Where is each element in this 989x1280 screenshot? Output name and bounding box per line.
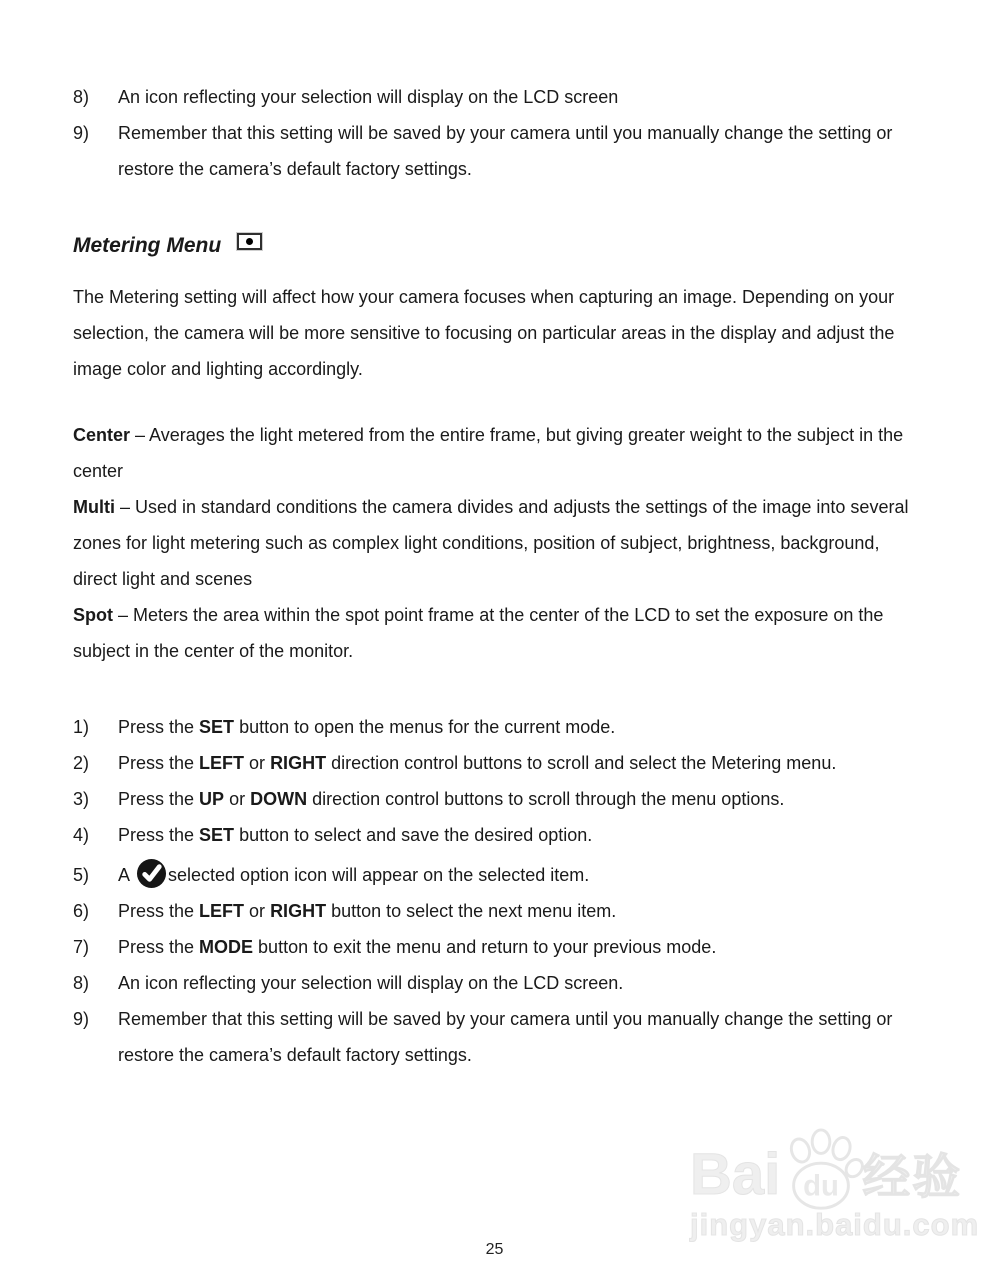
list-item-text bbox=[118, 745, 911, 781]
button-keyword: LEFT bbox=[199, 753, 245, 773]
list-item-text bbox=[118, 893, 911, 929]
text-run: button to select the next menu item. bbox=[326, 901, 617, 921]
text-run: Press the bbox=[118, 789, 200, 809]
list-item-number: 8) bbox=[73, 973, 90, 993]
list-item bbox=[73, 857, 911, 893]
text-run: An icon reflecting your selection will display on the LCD screen bbox=[118, 87, 619, 107]
definition-text: – Used in standard conditions the camera divides and adjusts the settings of the image into several zones for light metering such as complex light conditions, position of subject, brightness, background, direct light and scenes bbox=[73, 497, 909, 589]
list-item bbox=[73, 745, 911, 781]
text-run: or bbox=[244, 753, 271, 773]
list-item bbox=[73, 965, 911, 1001]
list-item-number: 3) bbox=[73, 789, 90, 809]
text-run: button to select and save the desired option. bbox=[234, 825, 593, 845]
button-keyword: SET bbox=[199, 825, 235, 845]
text-run: Press the bbox=[118, 825, 200, 845]
text-run: A bbox=[118, 865, 135, 885]
list-item-number: 4) bbox=[73, 825, 90, 845]
text-run: Press the bbox=[118, 753, 200, 773]
text-run: Remember that this setting will be saved by your camera until you manually change the setting or restore the camera’s default factory settings. bbox=[118, 1009, 893, 1065]
baidu-jingyan-watermark bbox=[690, 1128, 980, 1242]
metering-icon bbox=[237, 233, 262, 250]
button-keyword: DOWN bbox=[250, 789, 308, 809]
list-item-text bbox=[118, 857, 911, 893]
text-run: Press the bbox=[118, 937, 200, 957]
watermark-baidu-text: Bai bbox=[690, 1142, 781, 1207]
list-item-text bbox=[118, 965, 911, 1001]
list-item bbox=[73, 929, 911, 965]
watermark-du-text: du bbox=[803, 1169, 840, 1203]
metering-definitions bbox=[73, 417, 911, 669]
list-item bbox=[73, 781, 911, 817]
list-item-text bbox=[118, 781, 911, 817]
list-item bbox=[73, 1001, 911, 1073]
text-run: Press the bbox=[118, 717, 200, 737]
button-keyword: RIGHT bbox=[270, 901, 327, 921]
list-item bbox=[73, 115, 911, 187]
button-keyword: MODE bbox=[199, 937, 254, 957]
baidu-paw-icon bbox=[777, 1128, 865, 1216]
text-run: selected option icon will appear on the selected item. bbox=[168, 865, 590, 885]
section-heading-row bbox=[73, 231, 911, 261]
text-run: button to open the menus for the current mode. bbox=[234, 717, 616, 737]
definition-multi bbox=[73, 489, 911, 597]
watermark-url-text: jingyan.baidu.com bbox=[690, 1207, 980, 1242]
text-run: direction control buttons to scroll through the menu options. bbox=[307, 789, 785, 809]
list-item-text bbox=[118, 929, 911, 965]
definition-term: Multi bbox=[73, 497, 115, 517]
button-keyword: RIGHT bbox=[270, 753, 327, 773]
list-item bbox=[73, 79, 911, 115]
list-item-number: 6) bbox=[73, 901, 90, 921]
definition-term: Center bbox=[73, 425, 131, 445]
text-run: direction control buttons to scroll and select the Metering menu. bbox=[326, 753, 837, 773]
section-intro-paragraph: The Metering setting will affect how your camera focuses when capturing an image. Depending on your selection, the camera will be more sensitive to focusing on particular areas in the display and adjust the image color and lighting accordingly. bbox=[73, 287, 895, 379]
watermark-brand-row bbox=[690, 1128, 980, 1207]
watermark-jingyan-cn-text: 经验 bbox=[862, 1151, 963, 1204]
definition-text: – Meters the area within the spot point frame at the center of the LCD to set the exposure on the subject in the center of the monitor. bbox=[73, 605, 884, 661]
page-number: 25 bbox=[485, 1241, 504, 1258]
button-keyword: UP bbox=[199, 789, 225, 809]
list-item-number: 1) bbox=[73, 717, 90, 737]
text-run: Press the bbox=[118, 901, 200, 921]
button-keyword: SET bbox=[199, 717, 235, 737]
list-item-text bbox=[118, 709, 911, 745]
list-item-number: 8) bbox=[73, 87, 90, 107]
definition-spot bbox=[73, 597, 911, 669]
list-item-number: 5) bbox=[73, 865, 90, 885]
list-item-text bbox=[118, 115, 911, 187]
list-item-number: 2) bbox=[73, 753, 90, 773]
list-item-number: 9) bbox=[73, 123, 90, 143]
text-run: Remember that this setting will be saved by your camera until you manually change the setting or restore the camera’s default factory settings. bbox=[118, 123, 893, 179]
definition-center bbox=[73, 417, 911, 489]
definition-text: – Averages the light metered from the entire frame, but giving greater weight to the subject in the center bbox=[73, 425, 904, 481]
list-item bbox=[73, 709, 911, 745]
previous-section-list bbox=[73, 0, 911, 187]
check-icon bbox=[136, 858, 167, 889]
definition-term: Spot bbox=[73, 605, 113, 625]
list-item-text bbox=[118, 1001, 911, 1073]
text-run: or bbox=[244, 901, 271, 921]
text-run: button to exit the menu and return to your previous mode. bbox=[253, 937, 717, 957]
list-item bbox=[73, 893, 911, 929]
list-item-text bbox=[118, 817, 911, 853]
page-content bbox=[73, 0, 911, 1073]
button-keyword: LEFT bbox=[199, 901, 245, 921]
list-item-number: 9) bbox=[73, 1009, 90, 1029]
list-item-number: 7) bbox=[73, 937, 90, 957]
list-item-text bbox=[118, 79, 911, 115]
text-run: An icon reflecting your selection will display on the LCD screen. bbox=[118, 973, 624, 993]
text-run: or bbox=[224, 789, 251, 809]
steps-list bbox=[73, 709, 911, 1073]
metering-icon-dot bbox=[246, 238, 253, 245]
list-item bbox=[73, 817, 911, 853]
section-heading: Metering Menu bbox=[73, 234, 222, 257]
